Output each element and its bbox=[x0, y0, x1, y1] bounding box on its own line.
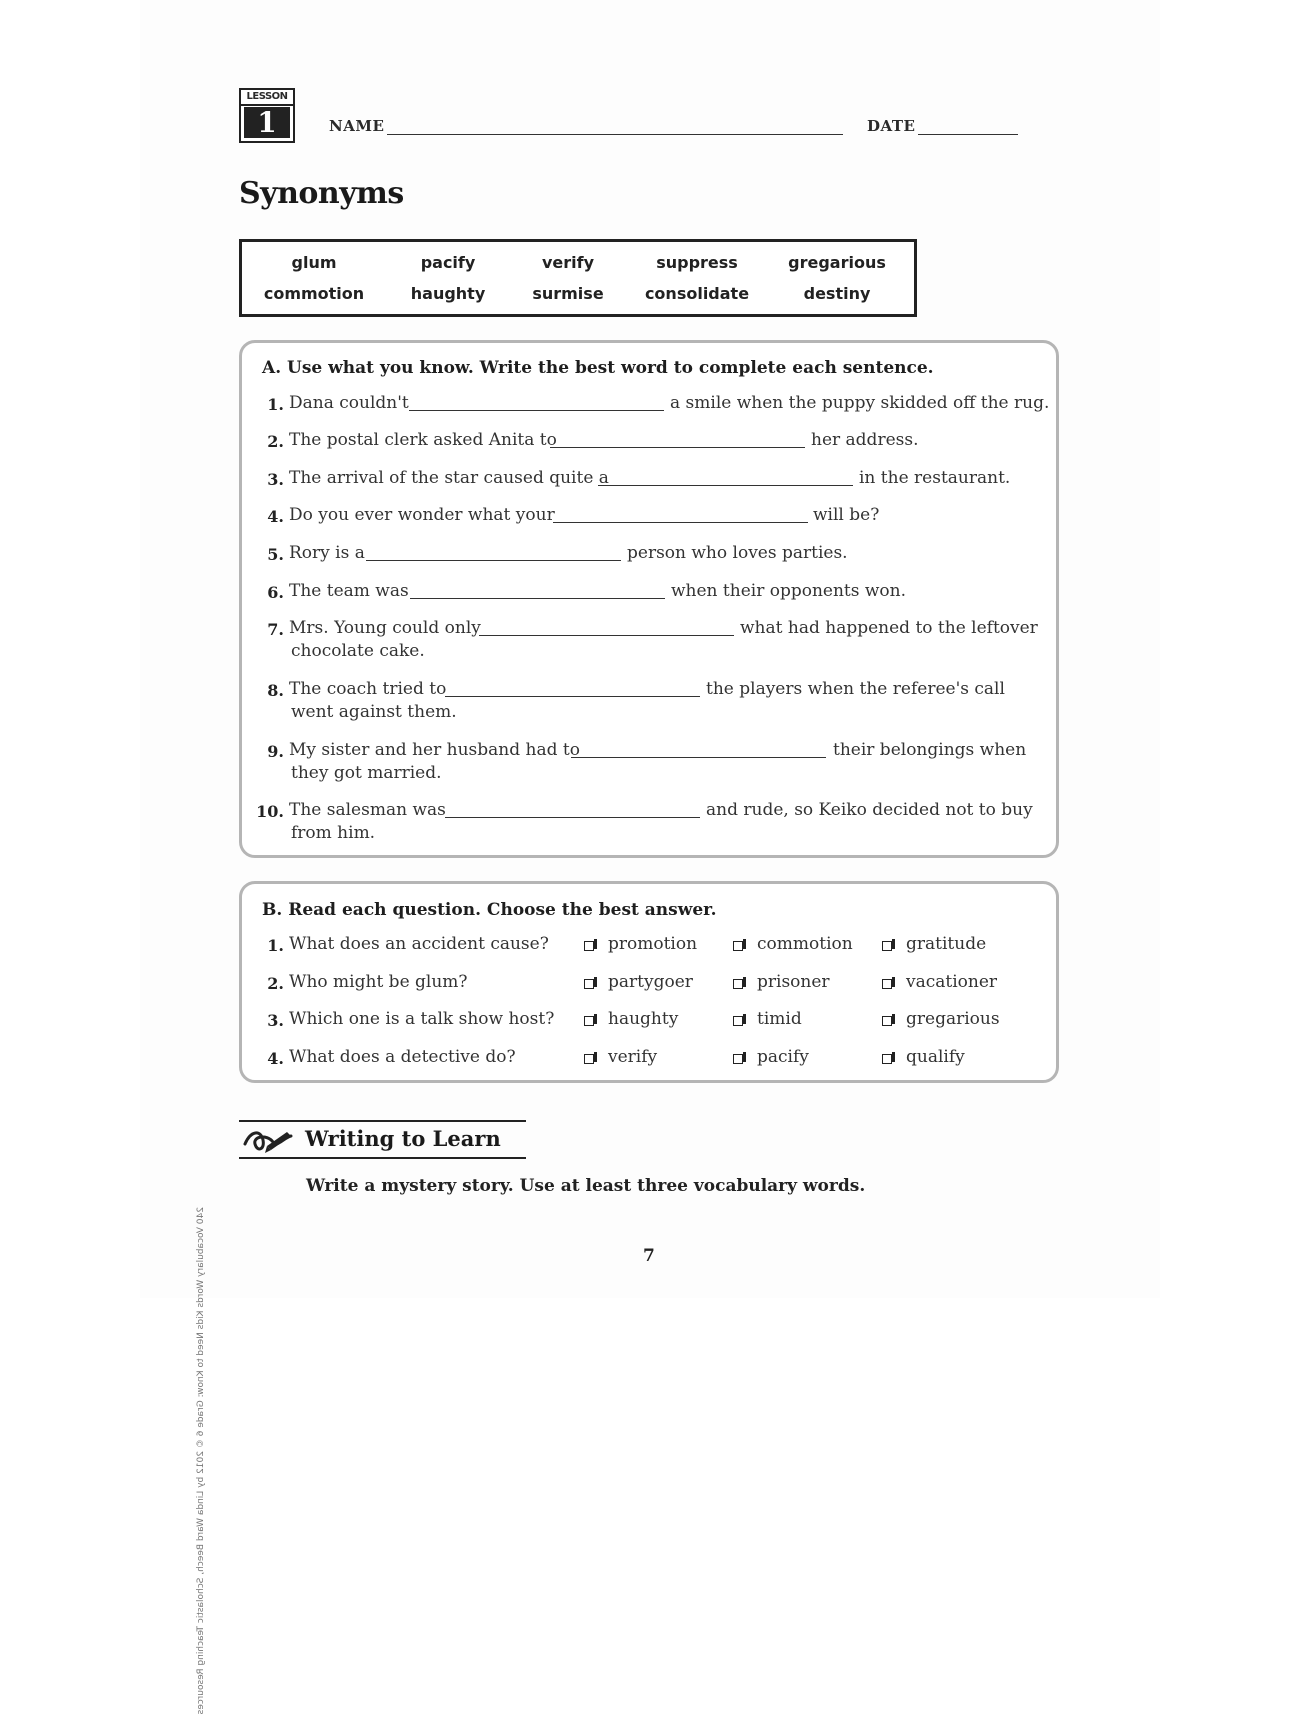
word-bank-word: pacify bbox=[420, 253, 476, 272]
checkbox[interactable] bbox=[882, 941, 892, 951]
answer-blank[interactable] bbox=[445, 696, 700, 697]
word-bank-word: gregarious bbox=[788, 253, 886, 272]
date-field[interactable] bbox=[918, 134, 1018, 135]
copyright-credit: 240 Vocabulary Words Kids Need to Know: Grade 6 © 2012 by Linda Ward Beech, Scholastic Teaching Resources bbox=[196, 1207, 206, 1714]
answer-option: gregarious bbox=[906, 1009, 1000, 1029]
checkbox[interactable] bbox=[882, 1016, 892, 1026]
question-number: 2. bbox=[267, 432, 284, 451]
answer-option: partygoer bbox=[608, 972, 693, 992]
checkbox[interactable] bbox=[733, 1054, 743, 1064]
sentence-end: what had happened to the leftover bbox=[740, 618, 1038, 638]
word-bank-word: glum bbox=[291, 253, 337, 272]
answer-option: qualify bbox=[906, 1047, 965, 1067]
writing-section-title: Writing to Learn bbox=[305, 1126, 501, 1151]
sentence-end: person who loves parties. bbox=[627, 543, 848, 563]
name-field[interactable] bbox=[387, 134, 843, 135]
sentence-continuation: chocolate cake. bbox=[291, 641, 425, 661]
sentence-end: a smile when the puppy skidded off the rug. bbox=[670, 393, 1050, 413]
sentence-continuation: went against them. bbox=[291, 702, 457, 722]
checkbox[interactable] bbox=[733, 941, 743, 951]
checkbox[interactable] bbox=[882, 1054, 892, 1064]
question-number: 6. bbox=[267, 583, 284, 602]
page-number: 7 bbox=[643, 1246, 655, 1266]
answer-blank[interactable] bbox=[571, 757, 826, 758]
word-bank-word: suppress bbox=[656, 253, 738, 272]
question-number: 4. bbox=[267, 1049, 284, 1068]
sentence-continuation: they got married. bbox=[291, 763, 442, 783]
answer-blank[interactable] bbox=[410, 598, 665, 599]
sentence-end: when their opponents won. bbox=[671, 581, 907, 601]
answer-blank[interactable] bbox=[479, 635, 734, 636]
answer-blank[interactable] bbox=[598, 485, 853, 486]
answer-blank[interactable] bbox=[366, 560, 621, 561]
question-text: Who might be glum? bbox=[289, 972, 468, 992]
question-number: 2. bbox=[267, 974, 284, 993]
sentence-end: her address. bbox=[811, 430, 919, 450]
section-a-letter: A. bbox=[262, 358, 282, 378]
sentence-start: My sister and her husband had to bbox=[289, 740, 580, 760]
answer-option: prisoner bbox=[757, 972, 830, 992]
sentence-start: The team was bbox=[289, 581, 409, 601]
answer-option: verify bbox=[608, 1047, 658, 1067]
sentence-end: their belongings when bbox=[833, 740, 1027, 760]
sentence-end: the players when the referee's call bbox=[706, 679, 1005, 699]
answer-option: pacify bbox=[757, 1047, 809, 1067]
question-number: 3. bbox=[267, 1011, 284, 1030]
word-bank-word: surmise bbox=[532, 284, 604, 303]
section-a-heading bbox=[262, 358, 934, 378]
question-text: Which one is a talk show host? bbox=[289, 1009, 555, 1029]
question-number: 8. bbox=[267, 681, 284, 700]
question-number: 1. bbox=[267, 395, 284, 414]
writing-prompt: Write a mystery story. Use at least three vocabulary words. bbox=[306, 1176, 866, 1196]
sentence-start: Dana couldn't bbox=[289, 393, 409, 413]
sentence-start: The salesman was bbox=[289, 800, 446, 820]
checkbox[interactable] bbox=[882, 979, 892, 989]
answer-blank[interactable] bbox=[409, 410, 664, 411]
word-bank bbox=[239, 239, 917, 317]
answer-blank[interactable] bbox=[445, 817, 700, 818]
answer-option: vacationer bbox=[906, 972, 998, 992]
answer-blank[interactable] bbox=[550, 447, 805, 448]
answer-option: commotion bbox=[757, 934, 853, 954]
sentence-end: will be? bbox=[813, 505, 880, 525]
answer-blank[interactable] bbox=[553, 522, 808, 523]
sentence-start: Mrs. Young could only bbox=[289, 618, 481, 638]
answer-option: timid bbox=[757, 1009, 802, 1029]
checkbox[interactable] bbox=[733, 979, 743, 989]
question-text: What does an accident cause? bbox=[289, 934, 549, 954]
lesson-badge bbox=[239, 88, 295, 143]
checkbox[interactable] bbox=[584, 1054, 594, 1064]
answer-option: gratitude bbox=[906, 934, 987, 954]
page-title: Synonyms bbox=[239, 176, 404, 211]
sentence-start: The coach tried to bbox=[289, 679, 447, 699]
sentence-start: Rory is a bbox=[289, 543, 365, 563]
word-bank-word: verify bbox=[541, 253, 595, 272]
section-b-heading bbox=[262, 900, 717, 920]
question-number: 4. bbox=[267, 507, 284, 526]
word-bank-word: destiny bbox=[803, 284, 871, 303]
word-bank-word: haughty bbox=[410, 284, 486, 303]
checkbox[interactable] bbox=[584, 1016, 594, 1026]
word-bank-word: commotion bbox=[263, 284, 365, 303]
writing-section-top-rule bbox=[239, 1120, 526, 1122]
question-number: 7. bbox=[267, 620, 284, 639]
section-b-instruction: Read each question. Choose the best answer. bbox=[288, 900, 717, 920]
question-number: 3. bbox=[267, 470, 284, 489]
answer-option: promotion bbox=[608, 934, 698, 954]
date-label: DATE bbox=[867, 117, 916, 135]
question-number: 10. bbox=[256, 802, 284, 821]
word-bank-word: consolidate bbox=[644, 284, 750, 303]
lesson-number: 1 bbox=[244, 107, 290, 138]
question-number: 5. bbox=[267, 545, 284, 564]
checkbox[interactable] bbox=[584, 979, 594, 989]
checkbox[interactable] bbox=[733, 1016, 743, 1026]
checkbox[interactable] bbox=[584, 941, 594, 951]
section-a-instruction: Use what you know. Write the best word to complete each sentence. bbox=[287, 358, 934, 378]
sentence-start: Do you ever wonder what your bbox=[289, 505, 555, 525]
pen-scribble-icon bbox=[243, 1126, 295, 1160]
question-text: What does a detective do? bbox=[289, 1047, 516, 1067]
lesson-label: LESSON bbox=[241, 90, 293, 106]
name-label: NAME bbox=[329, 117, 385, 135]
answer-option: haughty bbox=[608, 1009, 679, 1029]
sentence-end: in the restaurant. bbox=[859, 468, 1011, 488]
section-b-letter: B. bbox=[262, 900, 283, 920]
sentence-end: and rude, so Keiko decided not to buy bbox=[706, 800, 1033, 820]
sentence-start: The postal clerk asked Anita to bbox=[289, 430, 557, 450]
sentence-start: The arrival of the star caused quite a bbox=[289, 468, 609, 488]
question-number: 9. bbox=[267, 742, 284, 761]
sentence-continuation: from him. bbox=[291, 823, 376, 843]
question-number: 1. bbox=[267, 936, 284, 955]
